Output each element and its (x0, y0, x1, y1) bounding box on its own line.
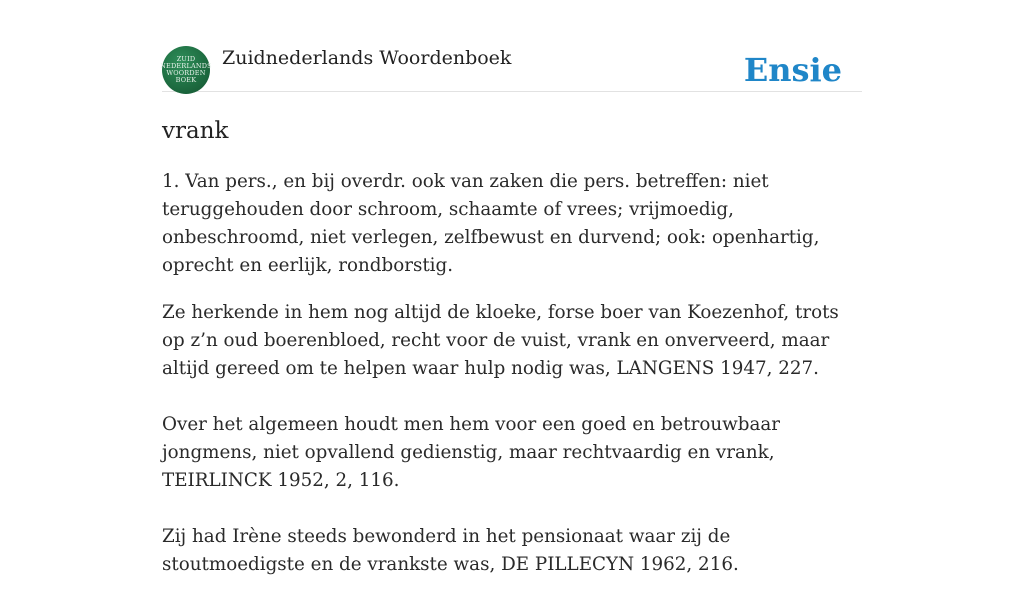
logo-line: WOORDEN (166, 69, 206, 77)
logo-line: ZUID (176, 55, 196, 63)
site-logo[interactable] (162, 46, 210, 94)
logo-line: NEDERLANDS (160, 62, 212, 70)
example-quote: Zij had Irène steeds bewonderd in het pensionaat waar zij de stoutmoedigste en de vrankste was, DE PILLECYN 1962, 216. (162, 526, 739, 575)
ensie-brand-link[interactable]: Ensie (743, 51, 842, 89)
entry-headword: vrank (162, 118, 229, 144)
example-quote: Ze herkende in hem nog altijd de kloeke, forse boer van Koezenhof, trots op z’n oud boerenbloed, recht voor de vuist, vrank en onverveerd, maar altijd gereed om te helpen waar hulp nodig was, LANGENS 1947, 227. (162, 302, 839, 379)
entry-content (162, 168, 862, 607)
entry-definition: 1. Van pers., en bij overdr. ook van zaken die pers. betreffen: niet teruggehouden door schroom, schaamte of vrees; vrijmoedig, onbeschroomd, niet verlegen, zelfbewust en durvend; ook: openhartig, oprecht en eerlijk, rondborstig. (162, 171, 820, 276)
site-header (162, 46, 862, 92)
logo-line: BOEK (175, 76, 197, 84)
example-quote: Over het algemeen houdt men hem voor een goed en betrouwbaar jongmens, niet opvallend gedienstig, maar rechtvaardig en vrank, TEIRLINCK 1952, 2, 116. (162, 414, 780, 491)
dictionary-title-link[interactable]: Zuidnederlands Woordenboek (222, 47, 512, 69)
